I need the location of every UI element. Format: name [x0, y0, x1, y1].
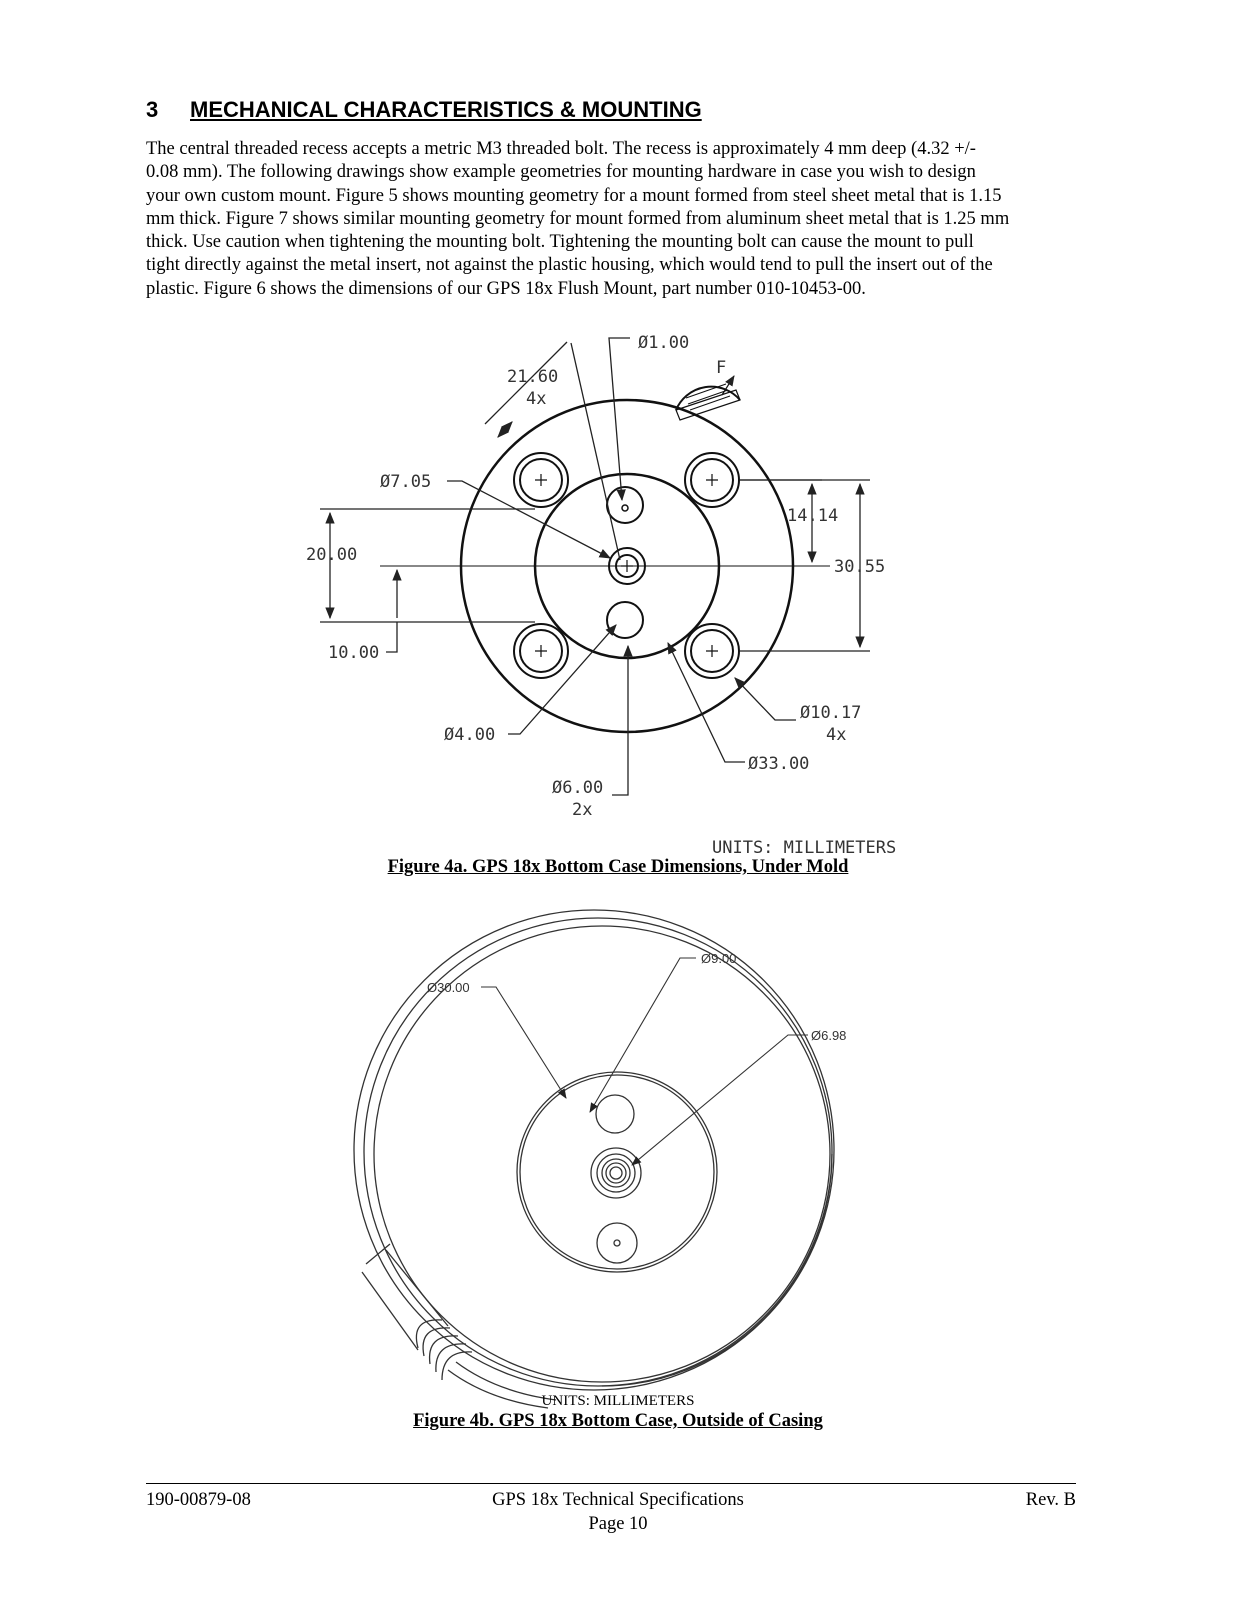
body-line: tight directly against the metal insert, not against the plastic housing, which would tend to pull the insert out of the	[146, 255, 993, 276]
cable	[362, 1244, 556, 1408]
dim-label: Ø6.98	[811, 1028, 847, 1043]
footer-page-number: Page 10	[588, 1514, 648, 1534]
mount-hole	[685, 624, 739, 678]
body-line: 0.08 mm). The following drawings show example geometries for mounting hardware in case you wish to design	[146, 162, 976, 183]
lower-hole	[597, 1223, 637, 1263]
pin-hole	[622, 505, 628, 511]
body-line: plastic. Figure 6 shows the dimensions of our GPS 18x Flush Mount, part number 010-10453-00.	[146, 278, 866, 299]
dim-label: 4x	[526, 389, 547, 409]
center-insert	[591, 1148, 641, 1198]
upper-hole	[596, 1095, 634, 1133]
dim-label: Ø1.00	[638, 333, 690, 353]
dim-label: 14.14	[787, 506, 839, 526]
detail-f	[676, 376, 740, 420]
body-line: The central threaded recess accepts a metric M3 threaded bolt. The recess is approximately 4 mm deep (4.32 +/-	[146, 139, 976, 159]
dim-label: Ø4.00	[444, 725, 496, 745]
footer-title: GPS 18x Technical Specifications	[492, 1490, 744, 1510]
dim-label: Ø10.17	[800, 703, 862, 723]
dim-label: Ø7.05	[380, 472, 432, 492]
figure-4b-caption: Figure 4b. GPS 18x Bottom Case, Outside of Casing	[413, 1411, 823, 1431]
dim-label: 2x	[572, 800, 593, 820]
outer-case-circle	[354, 910, 834, 1390]
dim-label: Ø9.00	[701, 951, 737, 966]
dim-label: 10.00	[328, 643, 380, 663]
dim-label: Ø30.00	[427, 980, 470, 995]
mount-hole	[514, 453, 568, 507]
footer-revision: Rev. B	[1025, 1490, 1076, 1510]
section-number: 3	[146, 97, 159, 122]
figure-4b-labels	[427, 951, 846, 1043]
body-line: your own custom mount. Figure 5 shows mounting geometry for a mount formed from steel sheet metal that is 1.15	[146, 185, 1002, 206]
figure-4a-drawing	[380, 376, 830, 732]
section-title: MECHANICAL CHARACTERISTICS & MOUNTING	[190, 97, 702, 122]
footer-doc-number: 190-00879-08	[146, 1490, 251, 1510]
inner-face-circle	[517, 1072, 717, 1272]
lower-hole	[607, 602, 643, 638]
mount-hole	[514, 624, 568, 678]
units-label: UNITS: MILLIMETERS	[712, 838, 897, 858]
body-line: thick. Use caution when tightening the mounting bolt. Tightening the mounting bolt can cause the mount to pull	[146, 232, 974, 253]
dim-label: 20.00	[306, 545, 358, 565]
figure-4a-caption: Figure 4a. GPS 18x Bottom Case Dimensions, Under Mold	[387, 857, 849, 877]
dim-label: Ø6.00	[552, 778, 604, 798]
dim-label: F	[716, 358, 727, 378]
dim-label: Ø33.00	[748, 754, 810, 774]
figure-4b-drawing	[354, 910, 834, 1408]
footer-divider	[146, 1483, 1076, 1484]
dim-label: 4x	[826, 725, 847, 745]
body-line: mm thick. Figure 7 shows similar mounting geometry for mount formed from aluminum sheet metal that is 1.25 mm	[146, 208, 1010, 229]
mount-hole	[685, 453, 739, 507]
dim-label: 30.55	[834, 557, 886, 577]
figure-4a-labels	[306, 333, 896, 858]
units-label: UNITS: MILLIMETERS	[541, 1393, 695, 1409]
dim-label: 21.60	[507, 367, 559, 387]
